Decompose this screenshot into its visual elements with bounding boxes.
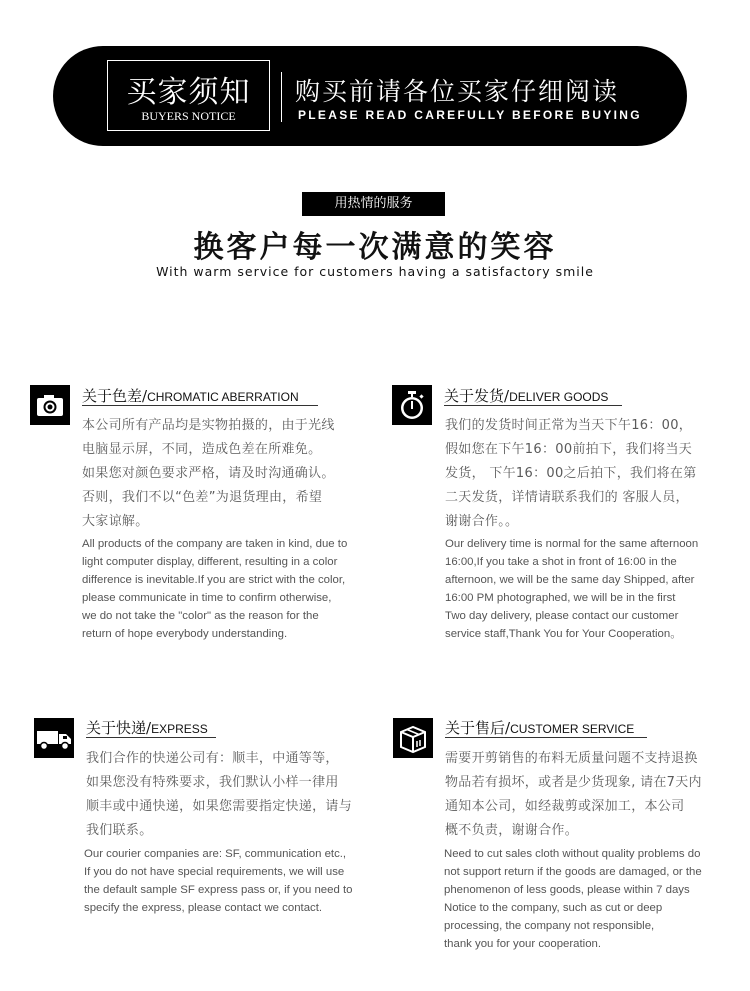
section-title-en: CHROMATIC ABERRATION bbox=[147, 390, 299, 404]
text-line: 二天发货，详情请联系我们的 客服人员， bbox=[445, 490, 689, 505]
text-line: 发货， 下午16：00之后拍下，我们将在第 bbox=[445, 466, 697, 481]
text-line: 我们的发货时间正常为当天下午16：00， bbox=[445, 418, 693, 433]
banner-subtitle: PLEASE READ CAREFULLY BEFORE BUYING bbox=[298, 108, 642, 122]
text-line: 本公司所有产品均是实物拍摄的，由于光线 bbox=[82, 418, 335, 433]
text-line: 顺丰或中通快递，如果您需要指定快递，请与 bbox=[86, 799, 353, 814]
truck-icon bbox=[34, 718, 74, 758]
text-line: we do not take the "color" as the reason for the bbox=[82, 610, 319, 622]
section-title-cn: 关于色差/ bbox=[82, 387, 148, 405]
service-cn-text bbox=[445, 747, 702, 843]
section-title-cn: 关于快递/ bbox=[86, 719, 152, 737]
text-line: 如果您没有特殊要求，我们默认小样一律用 bbox=[86, 775, 339, 790]
text-line: difference is inevitable.If you are strict with the color, bbox=[82, 574, 346, 586]
banner-divider bbox=[281, 72, 282, 122]
text-line: processing, the company not responsible, bbox=[444, 920, 655, 932]
text-line: 否则，我们不以“色差”为退货理由，希望 bbox=[82, 490, 323, 505]
service-tag: 用热情的服务 bbox=[302, 192, 445, 216]
text-line: phenomenon of less goods, please within 7 days bbox=[444, 884, 690, 896]
text-line: Our courier companies are: SF, communication etc., bbox=[84, 848, 347, 860]
text-line: 如果您对颜色要求严格，请及时沟通确认。 bbox=[82, 466, 335, 481]
text-line: specify the express, please contact we contact. bbox=[84, 902, 323, 914]
text-line: 16:00,If you take a shot in front of 16:00 in the bbox=[445, 556, 677, 568]
buyers-notice-title-cn: 买家须知 bbox=[126, 75, 251, 110]
text-line: afternoon, we will be the same day Shipped, after bbox=[445, 574, 695, 586]
buyers-notice-box bbox=[107, 60, 270, 131]
text-line: thank you for your cooperation. bbox=[444, 938, 602, 950]
section-title-delivery bbox=[444, 385, 622, 406]
text-line: 我们合作的快递公司有：顺丰，中通等等， bbox=[86, 751, 339, 766]
slogan: 换客户每一次满意的笑容 bbox=[193, 230, 557, 265]
text-line: service staff,Thank You for Your Cooperation。 bbox=[445, 628, 682, 640]
chromatic-en-text bbox=[82, 535, 347, 643]
text-line: 概不负责，谢谢合作。 bbox=[445, 823, 579, 838]
text-line: If you do not have special requirements, we will use bbox=[84, 866, 345, 878]
section-title-en: EXPRESS bbox=[151, 722, 208, 736]
text-line: 通知本公司，如经裁剪或深加工，本公司 bbox=[445, 799, 685, 814]
banner-title: 购买前请各位买家仔细阅读 bbox=[295, 77, 620, 106]
delivery-en-text bbox=[445, 535, 698, 643]
text-line: 16:00 PM photographed, we will be in the first bbox=[445, 592, 676, 604]
text-line: light computer display, different, resulting in a color bbox=[82, 556, 338, 568]
delivery-cn-text bbox=[445, 414, 697, 534]
express-en-text bbox=[84, 845, 352, 917]
text-line: 假如您在下午16：00前拍下，我们将当天 bbox=[445, 442, 693, 457]
text-line: the default sample SF express pass or, if you need to bbox=[84, 884, 353, 896]
text-line: 需要开剪销售的布料无质量问题不支持退换 bbox=[445, 751, 698, 766]
section-title-cn: 关于发货/ bbox=[444, 387, 510, 405]
text-line: 大家谅解。 bbox=[82, 514, 149, 529]
text-line: Two day delivery, please contact our customer bbox=[445, 610, 679, 622]
text-line: Our delivery time is normal for the same afternoon bbox=[445, 538, 699, 550]
text-line: Notice to the company, such as cut or deep bbox=[444, 902, 663, 914]
section-title-chromatic bbox=[82, 385, 318, 406]
chromatic-cn-text bbox=[82, 414, 335, 534]
section-title-service bbox=[445, 717, 647, 738]
text-line: 物品若有损坏，或者是少货现象, 请在7天内 bbox=[445, 775, 702, 790]
slogan-en: With warm service for customers having a satisfactory smile bbox=[156, 264, 594, 279]
service-en-text bbox=[444, 845, 702, 953]
text-line: 谢谢合作。。 bbox=[445, 514, 519, 529]
text-line: Need to cut sales cloth without quality problems do bbox=[444, 848, 701, 860]
text-line: please communicate in time to confirm otherwise, bbox=[82, 592, 332, 604]
express-cn-text bbox=[86, 747, 352, 843]
section-title-en: CUSTOMER SERVICE bbox=[510, 722, 635, 736]
camera-icon bbox=[30, 385, 70, 425]
section-title-en: DELIVER GOODS bbox=[509, 390, 609, 404]
stopwatch-icon bbox=[392, 385, 432, 425]
buyers-notice-title-en: BUYERS NOTICE bbox=[141, 109, 236, 123]
text-line: 我们联系。 bbox=[86, 823, 153, 838]
text-line: not support return if the goods are damaged, or the bbox=[444, 866, 702, 878]
package-icon bbox=[393, 718, 433, 758]
section-title-cn: 关于售后/ bbox=[445, 719, 511, 737]
text-line: All products of the company are taken in kind, due to bbox=[82, 538, 348, 550]
text-line: 电脑显示屏，不同，造成色差在所难免。 bbox=[82, 442, 322, 457]
text-line: return of hope everybody understanding. bbox=[82, 628, 288, 640]
section-title-express bbox=[86, 717, 216, 738]
